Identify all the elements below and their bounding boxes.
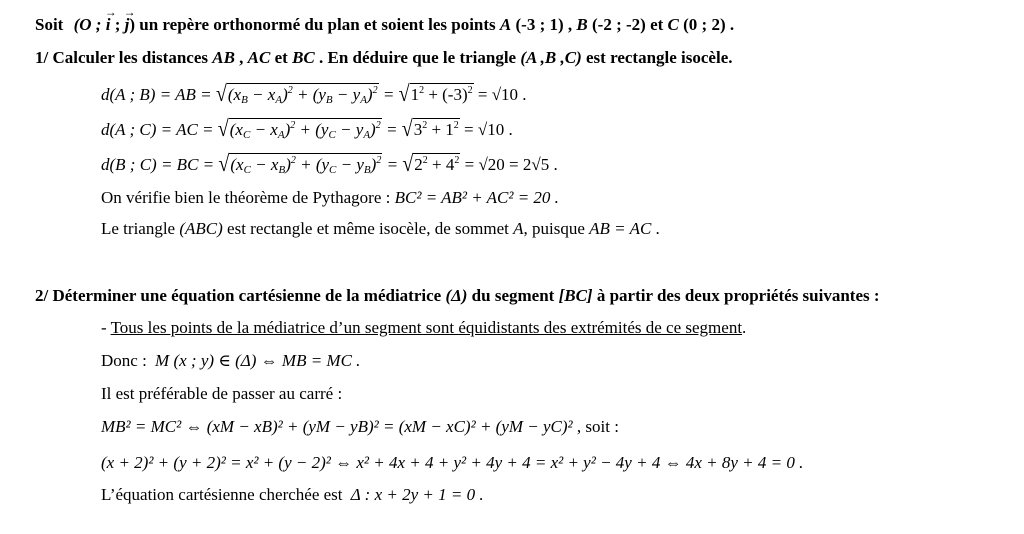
distance-ab-result: = √10 .: [473, 85, 527, 104]
property-end: .: [742, 318, 747, 337]
pythagore-text: On vérifie bien le théorème de Pythagore :: [101, 188, 395, 207]
point-a-coords: (-3 ; 1) ,: [511, 15, 577, 34]
q1-text-2: . En déduire que le triangle: [314, 48, 521, 67]
intro-line: [35, 14, 734, 36]
triangle-abc: (ABC): [179, 219, 223, 238]
preferable-line: [101, 383, 342, 405]
property-dash: -: [101, 318, 111, 337]
distance-ab: d(A ; B) = AB = $√(x_B - x_A)^2 + (y_B - y_A)^2 = √1^2 + (-3)^2 = √10$ .: [101, 81, 527, 107]
triangle-equation: AB = AC: [589, 219, 652, 238]
question-2: [35, 285, 880, 307]
distance-ac-lhs: d(A ; C) = AC =: [101, 120, 218, 139]
preferable-text: Il est préférable de passer au carré :: [101, 384, 343, 403]
distance-bc-lhs: d(B ; C) = BC =: [101, 155, 219, 174]
property-line: [101, 317, 746, 339]
point-c: C: [667, 15, 679, 34]
distance-bc-result: = √20 = 2√5 .: [460, 155, 558, 174]
distance-ab-lhs: d(A ; B) = AB =: [101, 85, 216, 104]
triangle-text-3: , puisque: [523, 219, 590, 238]
pythagore-equation: BC² = AB² + AC² = 20 .: [394, 188, 559, 207]
q1-comma: ,: [234, 48, 248, 67]
q1-text-3: est rectangle isocèle.: [581, 48, 733, 67]
q2-segment: [BC]: [558, 286, 593, 305]
vector-i: → i: [106, 14, 111, 36]
expansion-line: [101, 452, 803, 474]
q2-text-3: à partir des deux propriétés suivantes :: [592, 286, 880, 305]
q1-text-1: 1/ Calculer les distances: [35, 48, 213, 67]
property-text: Tous les points de la médiatrice d’un segment sont équidistants des extrémités de ce segment: [110, 318, 743, 337]
q2-text-1: 2/ Déterminer une équation cartésienne de la médiatrice: [35, 286, 446, 305]
distance-ac-result: = √10 .: [459, 120, 513, 139]
triangle-text-1: Le triangle: [101, 219, 180, 238]
triangle-text-2: est rectangle et même isocèle, de sommet: [222, 219, 514, 238]
final-line: [101, 484, 484, 506]
expansion-equation: (x + 2)² + (y + 2)² = x² + (y − 2)² ⇔ x² + 4x + 4 + y² + 4y + 4 = x² + y² − 4y + 4 ⇔ 4x + 8y + 4 = 0 .: [101, 453, 804, 472]
donc-line: [101, 350, 360, 372]
point-b: B: [576, 15, 588, 34]
point-a: A: [499, 15, 512, 34]
q2-text-2: du segment: [467, 286, 559, 305]
square-equation-line: [101, 416, 619, 438]
q1-triangle: (A ,B ,C): [520, 48, 582, 67]
square-equation-end: , soit :: [572, 417, 619, 436]
frame-sep: ;: [110, 15, 125, 34]
sqrt-bc: $√(x_C - x_B)^2 + (y_C - y_B)^2$: [218, 151, 382, 177]
final-text: L’équation cartésienne cherchée est: [101, 485, 347, 504]
frame-open: (O ;: [73, 15, 106, 34]
q1-ab: AB: [212, 48, 235, 67]
vector-j: → j: [125, 14, 130, 36]
triangle-line: [101, 218, 660, 240]
q1-bc: BC: [292, 48, 315, 67]
square-equation: MB² = MC² ⇔ (xM − xB)² + (yM − yB)² = (xM − xC)² + (yM − yC)²: [101, 417, 573, 436]
point-c-coords: (0 ; 2) .: [678, 15, 735, 34]
and-text: et: [650, 15, 668, 34]
q1-et: et: [270, 48, 293, 67]
frame-close: ): [129, 15, 136, 34]
q1-ac: AC: [247, 48, 271, 67]
pythagore-line: [101, 187, 559, 209]
distance-ac: d(A ; C) = AC = $√(x_C - x_A)^2 + (y_C - y_A)^2 = √3^2 + 1^2 = √10$ .: [101, 116, 513, 142]
final-equation: Δ : x + 2y + 1 = 0 .: [350, 485, 484, 504]
donc-equation: M (x ; y) ∈ (Δ) ⇔ MB = MC .: [155, 351, 361, 370]
donc-text: Donc :: [101, 351, 152, 370]
sqrt-ac: $√(x_C - x_A)^2 + (y_C - y_A)^2$: [217, 116, 381, 142]
distance-bc: d(B ; C) = BC = $√(x_C - x_B)^2 + (y_C - y_B)^2 = √2^2 + 4^2 = √20 = 2√5$ .: [101, 151, 558, 177]
q2-delta: (Δ): [445, 286, 468, 305]
question-1: [35, 47, 733, 69]
sqrt-ab: $√(x_B - x_A)^2 + (y_B - y_A)^2$: [215, 81, 378, 107]
intro-text: Soit: [35, 15, 64, 34]
triangle-end: .: [651, 219, 660, 238]
intro-text-2: un repère orthonormé du plan et soient les points: [139, 15, 500, 34]
point-b-coords: (-2 ; -2): [587, 15, 651, 34]
triangle-vertex: A: [513, 219, 524, 238]
